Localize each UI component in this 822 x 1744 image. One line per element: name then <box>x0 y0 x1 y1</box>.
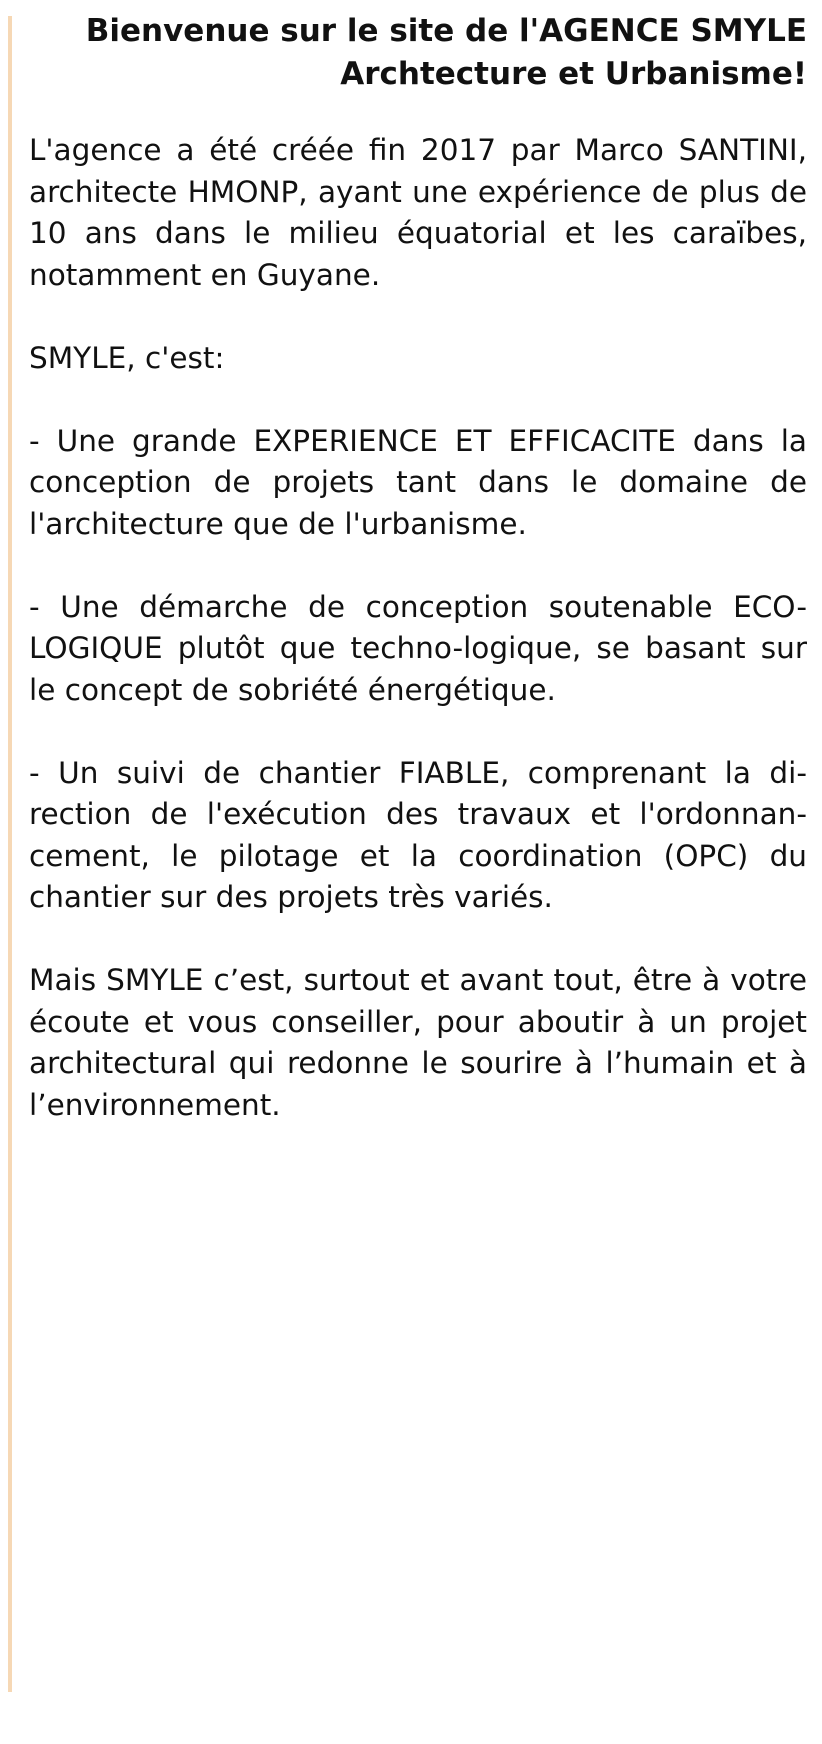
closing-paragraph: Mais SMYLE c’est, surtout et avant tout, être à votre écoute et vous conseiller, pour aboutir à un projet architectural qui redonne le sourire à l’humain et à l’environnement. <box>29 963 807 1122</box>
page-title <box>29 10 807 96</box>
page-title-line-1: Bienvenue sur le site de l'AGENCE SMYLE <box>85 13 807 49</box>
eco-logique-paragraph: - Une démarche de conception soutenable ECO-LOGIQUE plutôt que techno-logique, se basant sur le concept de sobriété énergétique. <box>29 589 807 707</box>
accent-bar <box>8 16 12 1692</box>
page-title-line-2: Archtecture et Urbanisme! <box>340 56 807 92</box>
experience-paragraph: - Une grande EXPERIENCE ET EFFICACITE dans la conception de projets tant dans le domaine de l'architecture que de l'urbanisme. <box>29 423 807 541</box>
welcome-section <box>29 10 807 1168</box>
site-supervision-paragraph: - Un suivi de chantier FIABLE, comprenant la direction de l'exécution des travaux et l'ordonnancement, le pilotage et la coordination (OPC) du chantier sur des projets très variés. <box>29 755 807 914</box>
intro-paragraph: L'agence a été créée fin 2017 par Marco SANTINI, architecte HMONP, ayant une expérience de plus de 10 ans dans le milieu équatorial et les caraïbes, notamment en Guyane. <box>29 133 807 292</box>
smyle-is-paragraph: SMYLE, c'est: <box>29 340 225 375</box>
